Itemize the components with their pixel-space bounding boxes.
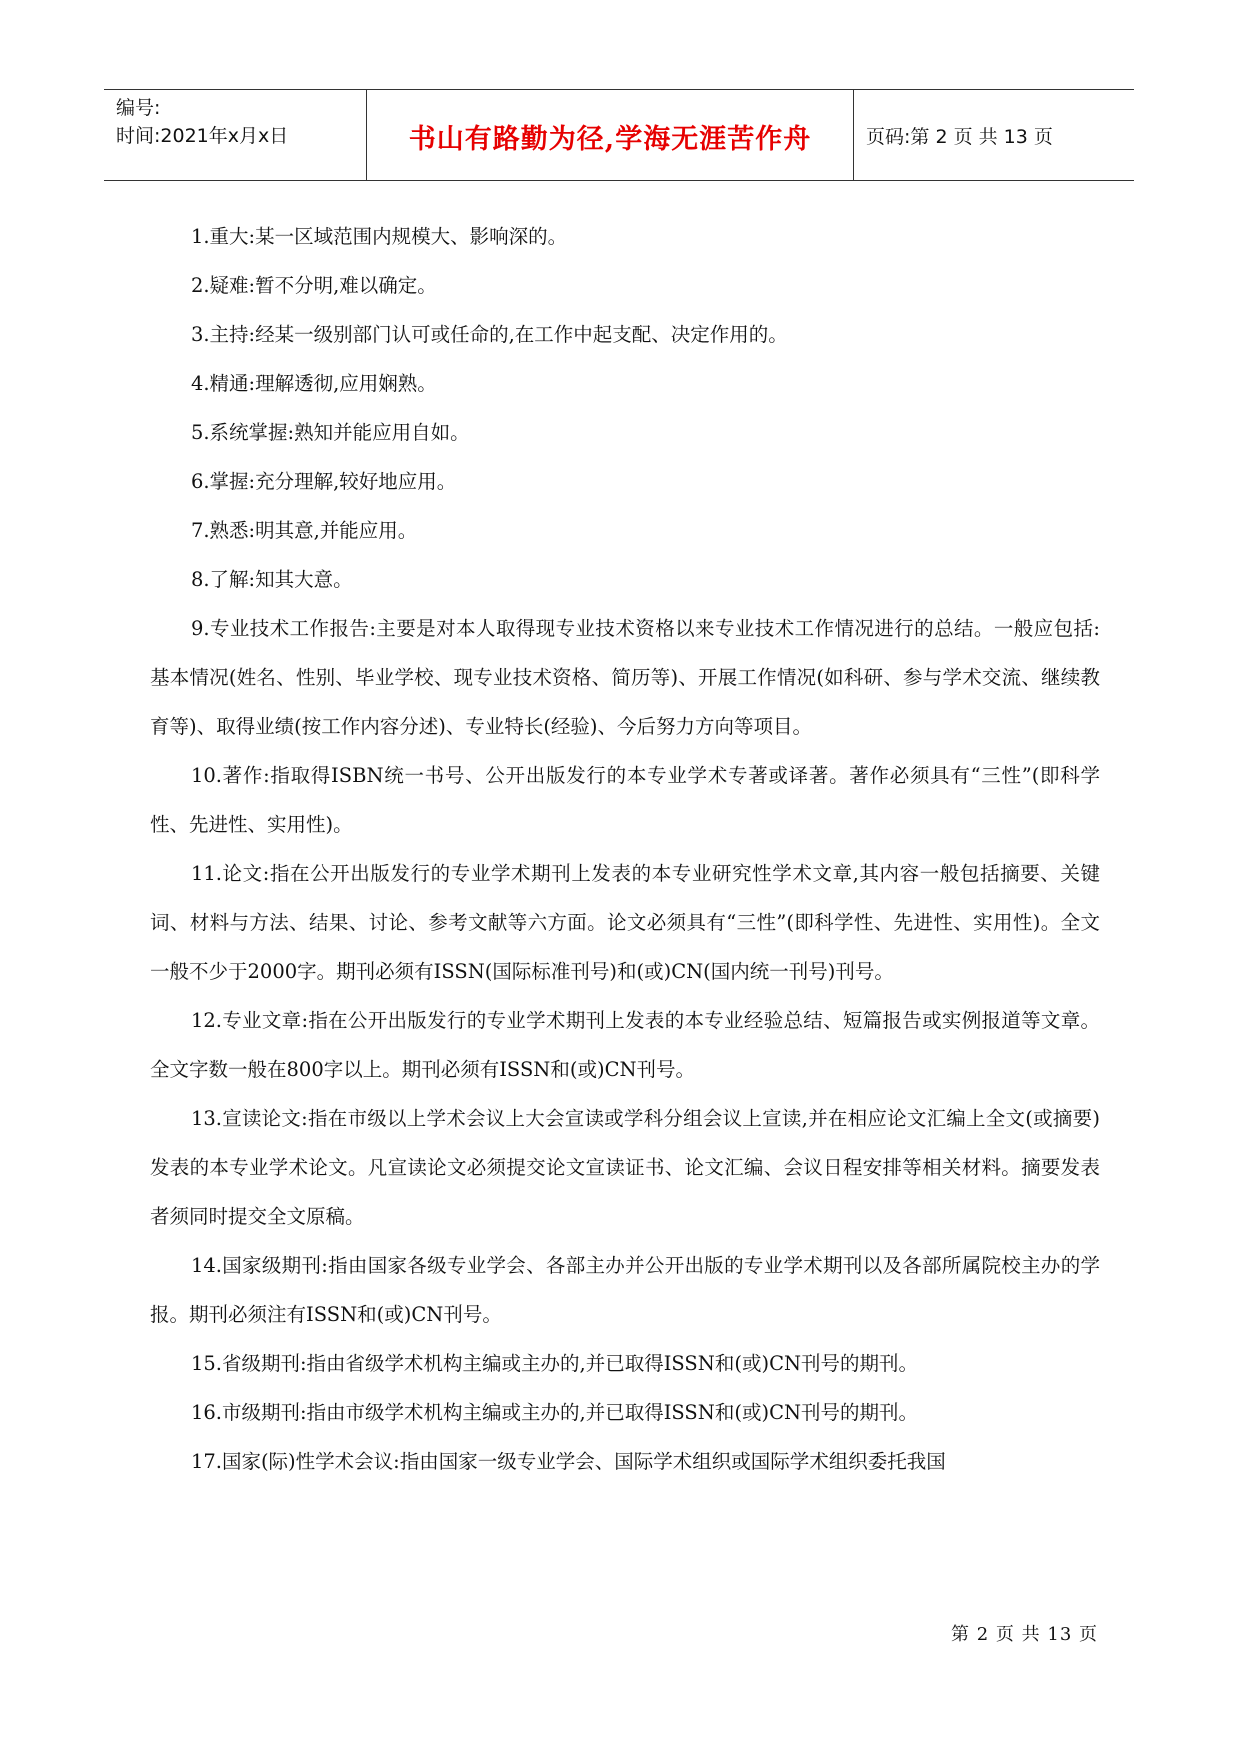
definition-paragraph: 7.熟悉:明其意,并能应用。 bbox=[190, 519, 418, 542]
definition-paragraph: 15.省级期刊:指由省级学术机构主编或主办的,并已取得ISSN和(或)CN刊号的期刊。 bbox=[190, 1352, 919, 1375]
header-page-code-cell bbox=[854, 90, 1134, 180]
document-time-label: 时间:2021年x月x日 bbox=[116, 125, 289, 147]
header-motto: 书山有路勤为径,学海无涯苦作舟 bbox=[408, 123, 812, 155]
definition-paragraph: 13.宣读论文:指在市级以上学术会议上大会宣读或学科分组会议上宣读,并在相应论文汇编上全文(或摘要)发表的本专业学术论文。凡宣读论文必须提交论文宣读证书、论文汇编、会议日程安排等相关材料。摘要发表者须同时提交全文原稿。 bbox=[150, 1107, 1100, 1228]
definition-paragraph: 17.国家(际)性学术会议:指由国家一级专业学会、国际学术组织或国际学术组织委托我国 bbox=[190, 1450, 946, 1473]
document-number-label: 编号: bbox=[116, 97, 161, 119]
definition-paragraph: 6.掌握:充分理解,较好地应用。 bbox=[190, 470, 457, 493]
definition-paragraph: 11.论文:指在公开出版发行的专业学术期刊上发表的本专业研究性学术文章,其内容一般包括摘要、关键词、材料与方法、结果、讨论、参考文献等六方面。论文必须具有“三性”(即科学性、先进性、实用性)。全文一般不少于2000字。期刊必须有ISSN(国际标准刊号)和(或)CN(国内统一刊号)刊号。 bbox=[150, 862, 1100, 983]
definition-paragraph: 10.著作:指取得ISBN统一书号、公开出版发行的本专业学术专著或译著。著作必须具有“三性”(即科学性、先进性、实用性)。 bbox=[150, 764, 1100, 836]
header-motto-cell bbox=[367, 90, 854, 180]
definition-paragraph: 2.疑难:暂不分明,难以确定。 bbox=[190, 274, 437, 297]
definition-paragraph: 12.专业文章:指在公开出版发行的专业学术期刊上发表的本专业经验总结、短篇报告或实例报道等文章。全文字数一般在800字以上。期刊必须有ISSN和(或)CN刊号。 bbox=[150, 1009, 1100, 1081]
definition-paragraph: 16.市级期刊:指由市级学术机构主编或主办的,并已取得ISSN和(或)CN刊号的期刊。 bbox=[190, 1401, 919, 1424]
definition-paragraph: 3.主持:经某一级别部门认可或任命的,在工作中起支配、决定作用的。 bbox=[190, 323, 788, 346]
definition-paragraph: 8.了解:知其大意。 bbox=[190, 568, 353, 591]
footer-page-indicator: 第 2 页 共 13 页 bbox=[951, 1624, 1098, 1645]
page-header bbox=[104, 89, 1134, 181]
definition-paragraph: 1.重大:某一区域范围内规模大、影响深的。 bbox=[190, 225, 568, 248]
definition-paragraph: 4.精通:理解透彻,应用娴熟。 bbox=[190, 372, 437, 395]
page-footer bbox=[951, 1620, 1098, 1646]
document-body bbox=[150, 212, 1100, 1486]
header-page-code: 页码:第 2 页 共 13 页 bbox=[866, 125, 1053, 148]
definition-paragraph: 9.专业技术工作报告:主要是对本人取得现专业技术资格以来专业技术工作情况进行的总结。一般应包括:基本情况(姓名、性别、毕业学校、现专业技术资格、简历等)、开展工作情况(如科研、参与学术交流、继续教育等)、取得业绩(按工作内容分述)、专业特长(经验)、今后努力方向等项目。 bbox=[150, 617, 1100, 738]
definition-paragraph: 14.国家级期刊:指由国家各级专业学会、各部主办并公开出版的专业学术期刊以及各部所属院校主办的学报。期刊必须注有ISSN和(或)CN刊号。 bbox=[150, 1254, 1100, 1326]
header-meta bbox=[104, 90, 367, 180]
definition-paragraph: 5.系统掌握:熟知并能应用自如。 bbox=[190, 421, 470, 444]
